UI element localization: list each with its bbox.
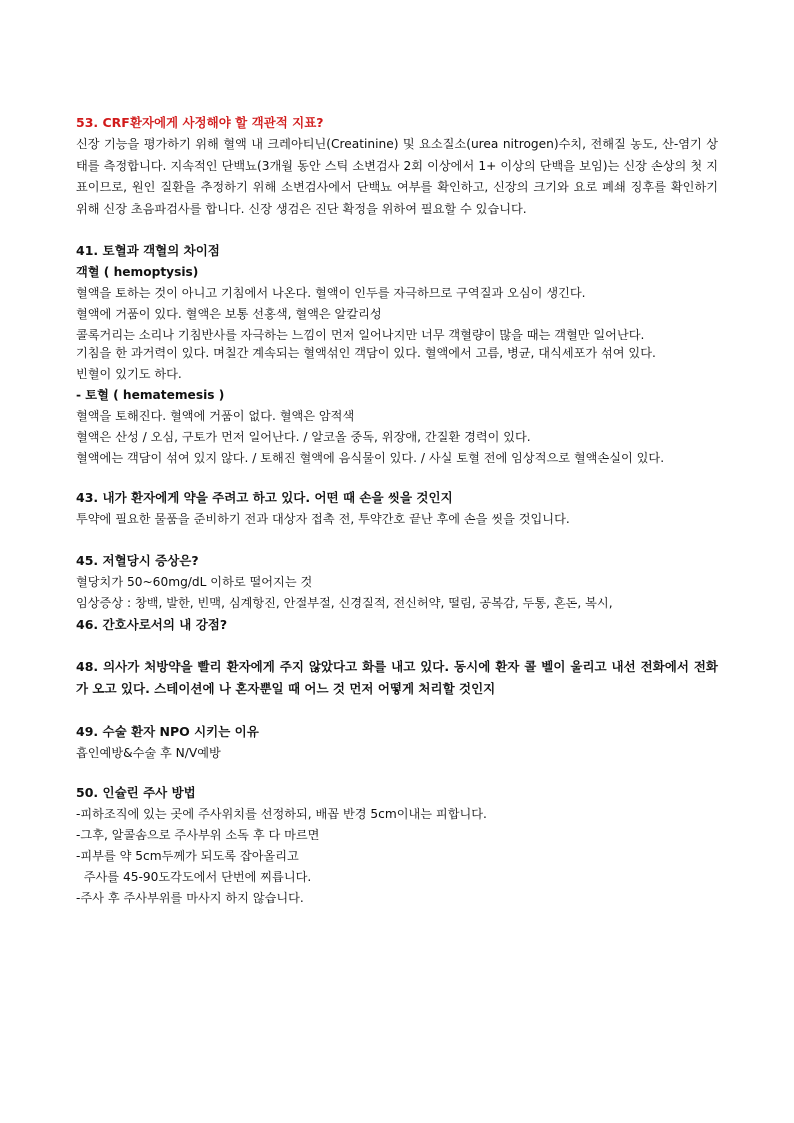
q50-line: -피하조직에 있는 곳에 주사위치를 선정하되, 배꼽 반경 5cm이내는 피합니다. (76, 807, 487, 821)
hemoptysis-line: 기침을 한 과거력이 있다. 며칠간 계속되는 혈액섞인 객담이 있다. 혈액에서 고름, 병균, 대식세포가 섞여 있다. (76, 346, 656, 360)
hemoptysis-line: 혈액을 토하는 것이 아니고 기침에서 나온다. 혈액이 인두를 자극하므로 구역질과 오심이 생긴다. (76, 286, 586, 300)
q49-body: 흡인예방&수술 후 N/V예방 (76, 746, 221, 760)
q50-line: -주사 후 주사부위를 마사지 하지 않습니다. (76, 891, 304, 905)
q53-title: 53. CRF환자에게 사정해야 할 객관적 지표? (76, 115, 324, 130)
q45-line: 임상증상 : 창백, 발한, 빈맥, 심계항진, 안절부절, 신경질적, 전신허약, 떨림, 공복감, 두통, 혼돈, 복시, (76, 596, 613, 610)
hematemesis-line: 혈액을 토해진다. 혈액에 거품이 없다. 혈액은 암적색 (76, 409, 355, 423)
hemoptysis-line: 혈액에 거품이 있다. 혈액은 보통 선홍색, 혈액은 알칼리성 (76, 307, 382, 321)
hematemesis-heading: - 토혈 ( hematemesis ) (76, 388, 225, 402)
section-q43 (76, 487, 718, 530)
section-q45 (76, 550, 718, 614)
q46-title: 46. 간호사로서의 내 강점? (76, 617, 228, 632)
q45-title: 45. 저혈당시 증상은? (76, 553, 199, 568)
section-q48 (76, 656, 718, 700)
q43-body: 투약에 필요한 물품을 준비하기 전과 대상자 접촉 전, 투약간호 끝난 후에 손을 씻을 것입니다. (76, 512, 570, 526)
section-q49 (76, 721, 718, 764)
hematemesis-line: 혈액에는 객담이 섞여 있지 않다. / 토해진 혈액에 음식물이 있다. / 사실 토혈 전에 임상적으로 혈액손실이 있다. (76, 451, 665, 465)
section-q53 (76, 112, 718, 220)
hematemesis-line: 혈액은 산성 / 오심, 구토가 먼저 일어난다. / 알코올 중독, 위장애, 간질환 경력이 있다. (76, 430, 531, 444)
q43-title: 43. 내가 환자에게 약을 주려고 하고 있다. 어떤 때 손을 씻을 것인지 (76, 490, 453, 505)
section-q46 (76, 614, 718, 636)
section-q41 (76, 240, 718, 465)
q50-title: 50. 인슐린 주사 방법 (76, 785, 196, 800)
document-page (76, 112, 718, 909)
q53-body: 신장 기능을 평가하기 위해 혈액 내 크레아티닌(Creatinine) 및 요소질소(urea nitrogen)수치, 전해질 농도, 산-염기 상태를 측정합니다. 지속적인 단백뇨(3개월 동안 스틱 소변검사 2회 이상에서 1+ 이상의 단백을 보임)는 신장 손상의 첫 지표이므로, 원인 질환을 추정하기 위해 소변검사에서 단백뇨 여부를 확인하고, 신장의 크기와 요로 폐쇄 징후를 확인하기 위해 신장 초음파검사를 합니다. 신장 생검은 진단 확정을 위하여 필요할 수 있습니다. (76, 137, 718, 216)
q49-title: 49. 수술 환자 NPO 시키는 이유 (76, 724, 259, 739)
q45-line: 혈당치가 50~60mg/dL 이하로 떨어지는 것 (76, 575, 313, 589)
q50-line: -피부를 약 5cm두께가 되도록 잡아올리고 (76, 849, 299, 863)
q41-title: 41. 토혈과 객혈의 차이점 (76, 243, 220, 258)
q50-line: -그후, 알콜솜으로 주사부위 소독 후 다 마르면 (76, 828, 320, 842)
hemoptysis-heading: 객혈 ( hemoptysis) (76, 265, 199, 279)
hemoptysis-line: 빈혈이 있기도 하다. (76, 367, 182, 381)
q48-title: 48. 의사가 처방약을 빨리 환자에게 주지 않았다고 화를 내고 있다. 동시에 환자 콜 벨이 울리고 내선 전화에서 전화가 오고 있다. 스테이션에 나 혼자뿐일 때 어느 것 먼저 어떻게 처리할 것인지 (76, 659, 718, 696)
q50-line: 주사를 45-90도각도에서 단번에 찌릅니다. (76, 870, 312, 884)
section-q50 (76, 782, 718, 909)
hemoptysis-line: 콜록거리는 소리나 기침반사를 자극하는 느낌이 먼저 일어나지만 너무 객혈량이 많을 때는 객혈만 일어난다. (76, 328, 645, 342)
